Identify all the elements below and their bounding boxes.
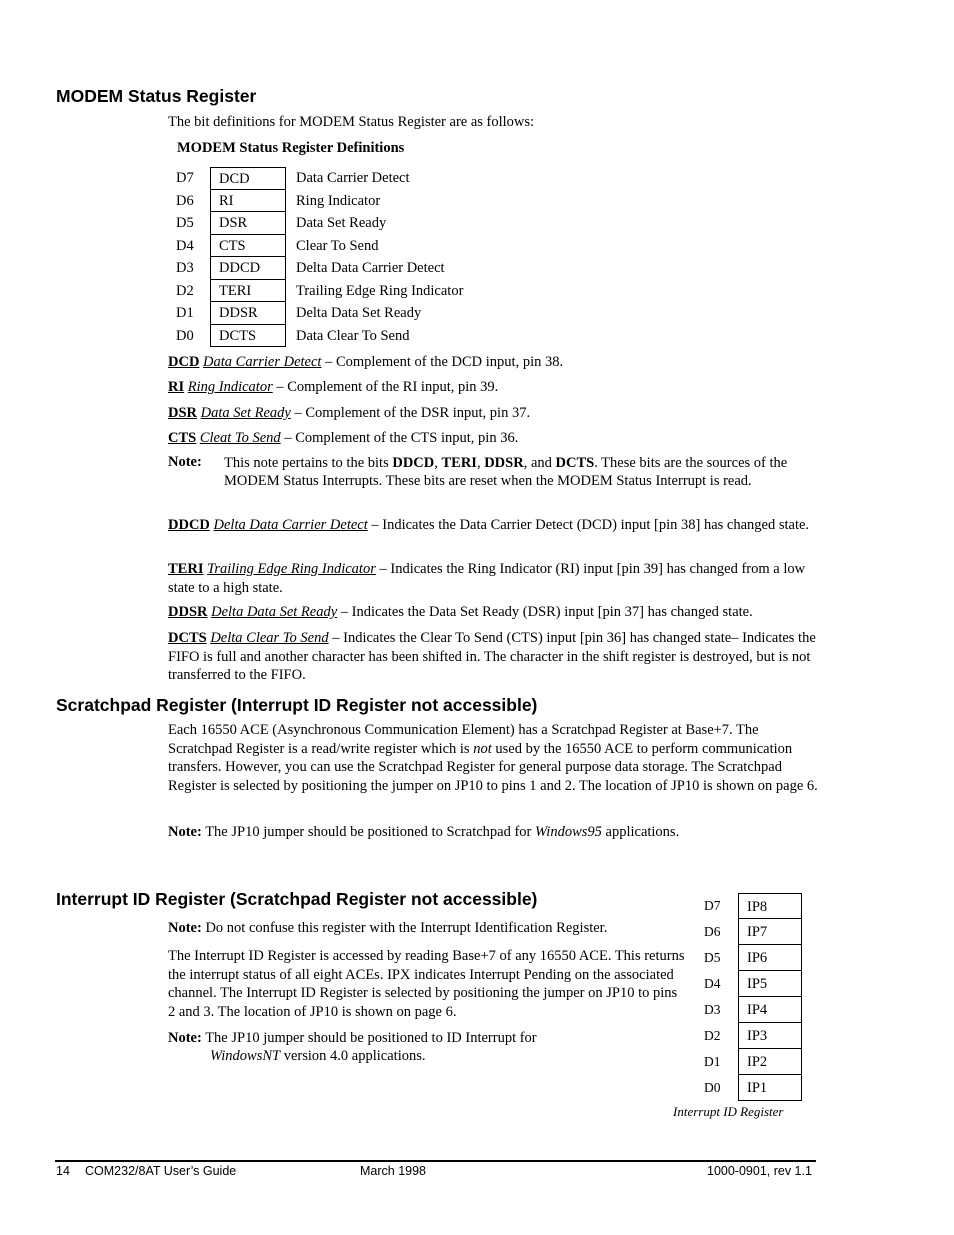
- register-cell: DCD: [210, 167, 286, 190]
- definition-text: – Indicates the Clear To Send (CTS) input [pin 36] has changed state– Indicates the FIFO is full and another character has been shifted in. The character in the shift register is destroyed, but is not transferred to the FIFO.: [168, 630, 816, 683]
- definition-teri: [168, 560, 818, 597]
- bit-label: D7: [176, 170, 194, 186]
- ip-table-row: [704, 1075, 804, 1101]
- modem-table-row: [176, 190, 576, 213]
- bit-description: Trailing Edge Ring Indicator: [296, 282, 464, 299]
- definition-text: – Indicates the Data Carrier Detect (DCD) input [pin 38] has changed state.: [367, 517, 810, 533]
- ip-table-row: [704, 971, 804, 997]
- note-label: Note:: [168, 1030, 202, 1046]
- modem-table-row: [176, 280, 576, 303]
- bit-description: Delta Data Carrier Detect: [296, 260, 445, 276]
- definition-term: DCTS: [168, 630, 207, 646]
- interrupt-id-paragraph: The Interrupt ID Register is accessed by reading Base+7 of any 16550 ACE. This returns the interrupt status of all eight ACEs. IPX indicates Interrupt Pending on the associated channel. The Interrupt ID Register is selected by positioning the jumper on JP10 to pins 2 and 3. The location of JP10 is shown on page 6.: [168, 948, 685, 1020]
- definition-term: DCD: [168, 354, 200, 370]
- register-cell: IP6: [738, 945, 802, 971]
- interrupt-id-note-2-cont: WindowsNT version 4.0 applications.: [210, 1048, 426, 1064]
- definition-term: TERI: [168, 561, 204, 577]
- ip-table-row: [704, 1023, 804, 1049]
- register-cell: IP5: [738, 971, 802, 997]
- register-cell: IP7: [738, 919, 802, 945]
- bit-label: D0: [176, 327, 194, 344]
- modem-table-title: MODEM Status Register Definitions: [177, 140, 405, 156]
- footer-guide-title: COM232/8AT User’s Guide: [85, 1164, 237, 1178]
- scratchpad-paragraph: Each 16550 ACE (Asynchronous Communication Element) has a Scratchpad Register at Base+7. The Scratchpad Register is a read/write register which is not used by the 16550 ACE to perform communication transfers. However, you can use the Scratchpad Register for general purpose data storage. The Scratchpad Register is selected by positioning the jumper on JP10 to pins 1 and 2. The location of JP10 is shown on page 6.: [168, 722, 818, 794]
- footer-doc-number: 1000-0901, rev 1.1: [707, 1164, 812, 1178]
- ip-table-row: [704, 945, 804, 971]
- definition-label: Ring Indicator: [187, 379, 273, 395]
- register-cell: IP8: [738, 893, 802, 919]
- bit-description: Delta Data Set Ready: [296, 305, 422, 321]
- interrupt-id-note-2: Note: The JP10 jumper should be positioned to ID Interrupt for: [168, 1030, 537, 1046]
- note-label: Note:: [168, 454, 202, 470]
- definition-label: Data Set Ready: [200, 405, 291, 421]
- bit-label: D6: [704, 924, 721, 939]
- definition-term: CTS: [168, 430, 197, 446]
- register-cell: RI: [210, 190, 286, 213]
- definition-term: RI: [168, 379, 185, 395]
- footer-rule: [55, 1160, 816, 1162]
- definition-text: – Complement of the CTS input, pin 36.: [280, 430, 519, 446]
- definition-label: Delta Data Carrier Detect: [213, 517, 368, 533]
- bit-label: D2: [704, 1028, 721, 1043]
- register-cell: IP4: [738, 997, 802, 1023]
- section-heading-scratchpad: Scratchpad Register (Interrupt ID Register not accessible): [56, 695, 538, 715]
- modem-table-row: [176, 257, 576, 280]
- bit-description: Clear To Send: [296, 237, 379, 254]
- scratchpad-note: Note: The JP10 jumper should be positioned to Scratchpad for Windows95 applications.: [168, 824, 680, 840]
- definition-label: Data Carrier Detect: [203, 354, 322, 370]
- modem-table-row: [176, 235, 576, 258]
- modem-table-row: [176, 325, 576, 348]
- section-heading-modem: MODEM Status Register: [56, 86, 257, 106]
- footer-date: March 1998: [360, 1164, 427, 1178]
- register-cell: DDCD: [210, 257, 286, 280]
- bit-label: D7: [704, 898, 721, 913]
- note-label: Note:: [168, 920, 202, 936]
- bit-label: D3: [704, 1002, 721, 1017]
- modem-table-row: [176, 212, 576, 235]
- bit-label: D4: [704, 976, 721, 991]
- definition-term: DDSR: [168, 604, 208, 620]
- ip-table-row: [704, 997, 804, 1023]
- definition-ddsr: [168, 603, 818, 622]
- interrupt-id-caption: Interrupt ID Register: [673, 1104, 784, 1119]
- bit-description: Data Carrier Detect: [296, 170, 410, 186]
- definition-text: – Complement of the DSR input, pin 37.: [290, 405, 531, 421]
- bit-label: D5: [176, 215, 194, 231]
- bit-description: Data Clear To Send: [296, 327, 410, 344]
- ip-table-row: [704, 1049, 804, 1075]
- bit-label: D6: [176, 192, 194, 209]
- bit-label: D5: [704, 950, 721, 965]
- bit-label: D0: [704, 1080, 721, 1095]
- register-cell: IP1: [738, 1075, 802, 1101]
- definition-ri: [168, 378, 818, 397]
- definition-dcts: [168, 629, 818, 685]
- definition-label: Cleat To Send: [199, 430, 281, 446]
- definition-text: – Complement of the RI input, pin 39.: [272, 379, 499, 395]
- bit-label: D4: [176, 237, 194, 254]
- definition-text: – Indicates the Ring Indicator (RI) input [pin 39] has changed from a low state to a high state.: [168, 561, 806, 596]
- definition-label: Trailing Edge Ring Indicator: [207, 561, 376, 577]
- bit-description: Data Set Ready: [296, 215, 387, 231]
- section-heading-interrupt-id: Interrupt ID Register (Scratchpad Register not accessible): [56, 889, 538, 909]
- note-label: Note:: [168, 824, 202, 840]
- bit-label: D2: [176, 282, 194, 299]
- bit-label: D1: [704, 1054, 721, 1069]
- modem-intro: The bit definitions for MODEM Status Register are as follows:: [168, 114, 535, 130]
- modem-table-row: [176, 167, 576, 190]
- definition-text: – Indicates the Data Set Ready (DSR) input [pin 37] has changed state.: [337, 604, 753, 620]
- definition-term: DSR: [168, 405, 198, 421]
- definition-dsr: [168, 404, 818, 423]
- bit-label: D3: [176, 260, 194, 276]
- register-cell: DDSR: [210, 302, 286, 325]
- ip-table-row: [704, 919, 804, 945]
- definition-term: DDCD: [168, 517, 210, 533]
- register-cell: DCTS: [210, 325, 286, 348]
- register-cell: CTS: [210, 235, 286, 258]
- register-cell: IP2: [738, 1049, 802, 1075]
- modem-note: This note pertains to the bits DDCD, TERI, DDSR, and DCTS. These bits are the sources of the MODEM Status Interrupts. These bits are reset when the MODEM Status Interrupt is read.: [224, 455, 788, 489]
- register-cell: DSR: [210, 212, 286, 235]
- definition-label: Delta Clear To Send: [210, 630, 329, 646]
- interrupt-id-note-1: Note: Do not confuse this register with the Interrupt Identification Register.: [168, 920, 608, 936]
- footer-page-number: 14: [56, 1164, 70, 1178]
- definition-ddcd: [168, 516, 818, 535]
- bit-description: Ring Indicator: [296, 192, 381, 209]
- register-cell: TERI: [210, 280, 286, 303]
- bit-label: D1: [176, 305, 194, 321]
- definition-text: – Complement of the DCD input, pin 38.: [321, 354, 564, 370]
- modem-table-row: [176, 302, 576, 325]
- definition-dcd: [168, 353, 818, 372]
- ip-table-row: [704, 893, 804, 919]
- definition-label: Delta Data Set Ready: [211, 604, 338, 620]
- register-cell: IP3: [738, 1023, 802, 1049]
- definition-cts: [168, 429, 818, 448]
